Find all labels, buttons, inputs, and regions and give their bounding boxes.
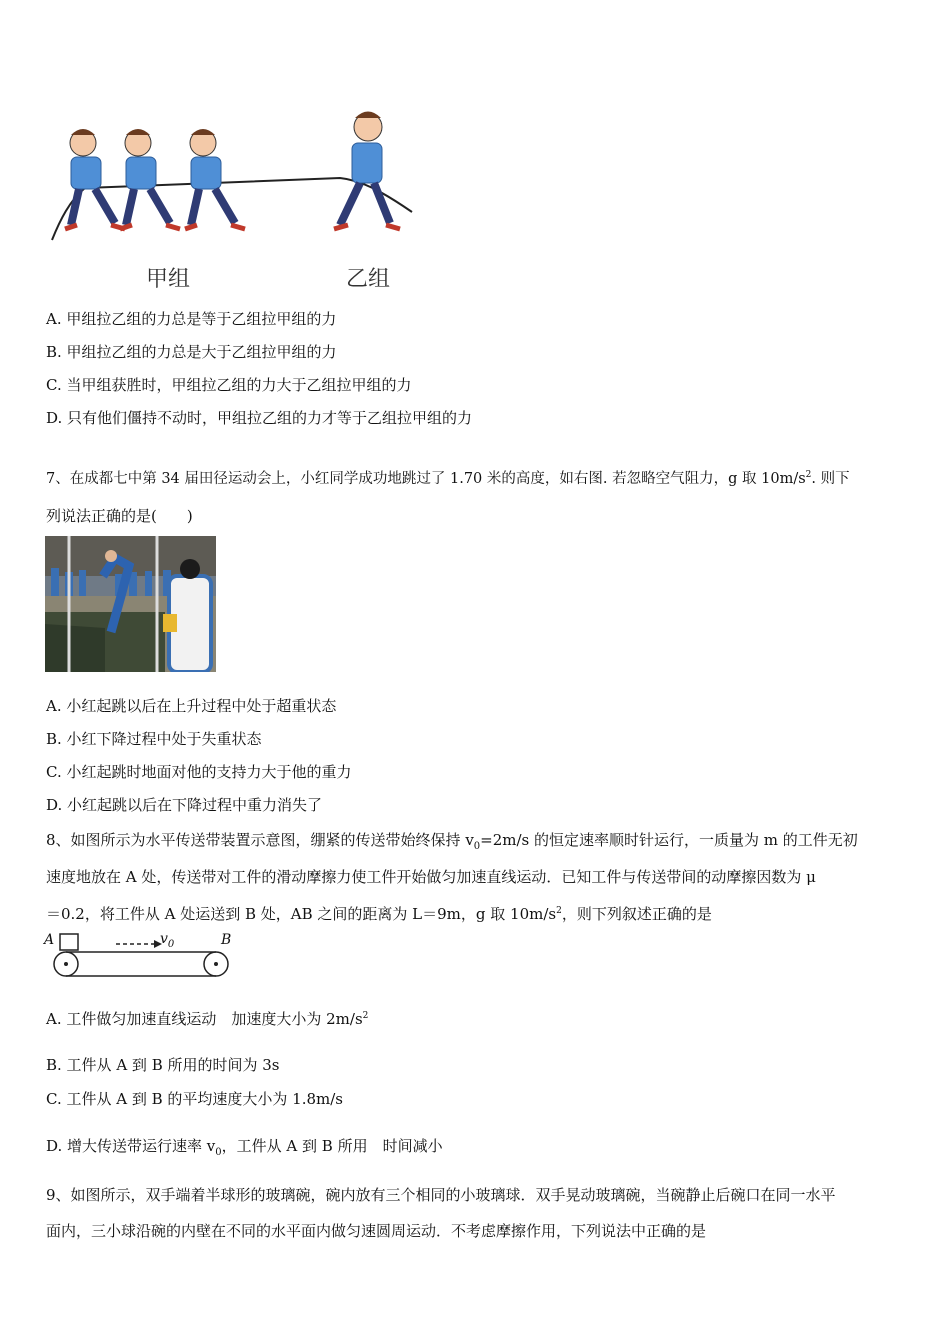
q8-stem-line-3 — [46, 903, 908, 924]
q8-stem-text: 8、如图所示为水平传送带装置示意图，绷紧的传送带始终保持 v — [46, 831, 474, 849]
conveyor-label-v0 — [160, 931, 175, 950]
q7-option-c: C. 小红起跳时地面对他的支持力大于他的重力 — [46, 763, 352, 781]
q7-stem-text: 7、在成都七中第 34 届田径运动会上，小红同学成功地跳过了 1.70 米的高度，如右图. 若忽略空气阻力，g 取 10m/s — [46, 471, 806, 487]
q8-stem-line-1 — [46, 829, 908, 850]
q7-option-a: A. 小红起跳以后在上升过程中处于超重状态 — [46, 697, 337, 715]
q6-option-b: B. 甲组拉乙组的力总是大于乙组拉甲组的力 — [46, 343, 337, 361]
high-jump-photo — [45, 536, 216, 672]
q6-option-c: C. 当甲组获胜时，甲组拉乙组的力大于乙组拉甲组的力 — [46, 376, 412, 394]
q7-stem-tail: . 则下 — [811, 471, 850, 487]
team-a-label: 甲组 — [146, 267, 191, 292]
q8-stem-line-3-text: ＝0.2，将工件从 A 处运送到 B 处，AB 之间的距离为 L＝9m，g 取 10m/s — [46, 905, 557, 923]
person-2 — [120, 129, 180, 229]
conveyor-belt-figure — [44, 930, 234, 982]
velocity-symbol: v — [160, 931, 168, 947]
q8-option-d-subscript: 0 — [215, 1147, 222, 1158]
conveyor-label-a: A — [44, 932, 55, 948]
q8-option-b: B. 工件从 A 到 B 所用的时间为 3s — [46, 1056, 280, 1074]
q9-stem-line-1: 9、如图所示，双手端着半球形的玻璃碗，碗内放有三个相同的小玻璃球．双手晃动玻璃碗，当碗静止后碗口在同一水平 — [46, 1186, 836, 1204]
q9-stem-line-2: 面内，三小球沿碗的内壁在不同的水平面内做匀速圆周运动．不考虑摩擦作用，下列说法中正确的是 — [46, 1222, 707, 1240]
q8-option-d-tail: ，工件从 A 到 B 所用 时间减小 — [221, 1137, 443, 1155]
q8-superscript: 2 — [556, 906, 562, 916]
q8-option-c: C. 工件从 A 到 B 的平均速度大小为 1.8m/s — [46, 1090, 344, 1108]
tug-of-war-figure — [40, 100, 430, 250]
team-b-label: 乙组 — [346, 267, 391, 292]
q7-option-d: D. 小红起跳以后在下降过程中重力消失了 — [46, 796, 323, 814]
q8-subscript: 0 — [473, 841, 481, 852]
person-3 — [185, 129, 245, 229]
q6-option-a: A. 甲组拉乙组的力总是等于乙组拉甲组的力 — [46, 310, 337, 328]
q8-option-d — [46, 1136, 443, 1156]
high-jump-photo-image — [45, 536, 216, 672]
q7-stem-line-2: 列说法正确的是( ) — [46, 507, 193, 525]
q8-stem-line-2: 速度地放在 A 处，传送带对工件的滑动摩擦力使工件开始做匀加速直线运动．已知工件与传送带间的动摩擦因数为 μ — [46, 868, 816, 886]
q8-option-a-text: A. 工件做匀加速直线运动 加速度大小为 2m/s — [46, 1010, 363, 1028]
q6-option-d: D. 只有他们僵持不动时，甲组拉乙组的力才等于乙组拉甲组的力 — [46, 409, 473, 427]
person-4 — [334, 112, 400, 230]
q7-superscript: 2 — [805, 470, 812, 481]
conveyor-belt-diagram — [44, 930, 234, 982]
q7-stem-line-1 — [46, 467, 908, 488]
q8-stem-tail: =2m/s 的恒定速率顺时针运行，一质量为 m 的工件无初 — [480, 831, 858, 849]
q8-stem-line-3-tail: ，则下列叙述正确的是 — [561, 905, 712, 923]
q8-option-d-text: D. 增大传送带运行速率 v — [46, 1137, 216, 1155]
q8-option-a — [46, 1009, 368, 1029]
person-1 — [65, 129, 125, 229]
velocity-subscript: 0 — [167, 938, 175, 950]
q7-option-b: B. 小红下降过程中处于失重状态 — [46, 730, 262, 748]
tug-of-war-illustration — [40, 100, 430, 250]
conveyor-label-b: B — [221, 932, 232, 948]
q8-option-a-superscript: 2 — [362, 1011, 369, 1021]
